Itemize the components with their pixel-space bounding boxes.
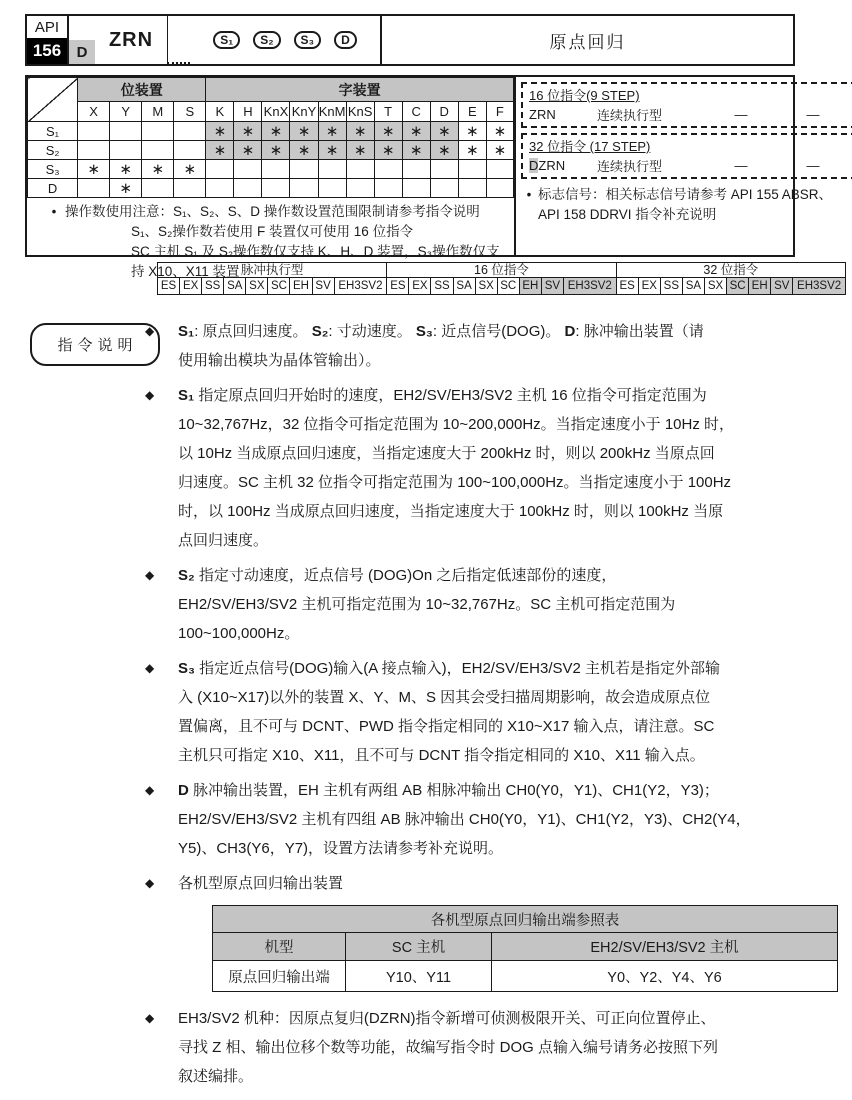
- bullet-line: EH2/SV/EH3/SV2 主机可指定范围为 10~32,767Hz。SC 主机可指定范围为: [178, 596, 676, 613]
- bullet-group-a: [145, 317, 840, 898]
- bullet-line: 寻找 Z 相、输出位移个数等功能，故编写指令时 DOG 点输入编号请务必按照下列: [178, 1039, 719, 1056]
- device-row-label: D: [28, 179, 78, 198]
- bullet-diamond-icon: ◆: [145, 876, 155, 890]
- bullet-line: S₂ 指定寸动速度，近点信号 (DOG)On 之后指定低速部份的速度，: [178, 567, 617, 584]
- step-box-dash: —: [806, 158, 820, 173]
- device-row-label: S₃: [28, 160, 78, 179]
- device-column-header: KnX: [262, 102, 290, 122]
- exec-model-cell: SC: [498, 278, 520, 294]
- model-support-table: [157, 262, 846, 295]
- step-box-dash: —: [806, 107, 820, 122]
- bullet-line: 叙述编排。: [178, 1068, 254, 1085]
- device-column-header: C: [402, 102, 430, 122]
- step-box-dash: —: [734, 107, 748, 122]
- device-mark: ∗: [325, 122, 339, 140]
- device-cell: [318, 160, 346, 179]
- device-mark: ∗: [493, 141, 507, 159]
- device-column-header: K: [206, 102, 234, 122]
- api-number: 156: [27, 38, 67, 64]
- device-cell: [402, 160, 430, 179]
- device-cell: [402, 141, 430, 160]
- device-cell: [78, 160, 110, 179]
- device-column-header: KnM: [318, 102, 346, 122]
- device-cell: [458, 141, 486, 160]
- step-box-dash: —: [734, 158, 748, 173]
- step-box-32bit: [521, 133, 852, 179]
- bullet-diamond-icon: ◆: [145, 1011, 155, 1025]
- device-column-header: S: [174, 102, 206, 122]
- device-cell: [318, 122, 346, 141]
- device-row: [28, 122, 514, 141]
- exec-model-cell: SX: [705, 278, 727, 294]
- exec-model-cell: EH: [749, 278, 771, 294]
- exec-group: [158, 263, 386, 294]
- device-cell: [374, 141, 402, 160]
- device-cell: [374, 179, 402, 198]
- step-box-heading: 16 位指令(9 STEP): [529, 88, 640, 103]
- device-column-header: H: [234, 102, 262, 122]
- exec-model-cell: EH3SV2: [338, 280, 383, 292]
- exec-model-cell: EX: [409, 278, 431, 294]
- device-row-label: S₂: [28, 141, 78, 160]
- exec-model-cell: SS: [431, 278, 453, 294]
- device-cell: [110, 160, 142, 179]
- output-cell: Y10、Y11: [346, 961, 492, 992]
- device-mark: ∗: [493, 122, 507, 140]
- device-cell: [430, 160, 458, 179]
- device-mark: ∗: [297, 141, 311, 159]
- device-cell: [142, 160, 174, 179]
- note-bullet-icon: •: [526, 187, 532, 202]
- device-column-header: Y: [110, 102, 142, 122]
- device-cell: [290, 141, 318, 160]
- device-column-header: D: [430, 102, 458, 122]
- device-cell: [234, 122, 262, 141]
- device-cell: [174, 179, 206, 198]
- step-box-type: 连续执行型: [597, 159, 663, 174]
- bullet-item: [145, 317, 840, 375]
- device-mark: ∗: [437, 141, 451, 159]
- device-cell: [486, 141, 513, 160]
- bullet-item: [145, 654, 840, 770]
- step-box-heading: 32 位指令 (17 STEP): [529, 139, 651, 154]
- device-cell: [234, 179, 262, 198]
- device-column-header: KnS: [346, 102, 374, 122]
- bullet-line: S₃ 指定近点信号(DOG)输入(A 接点输入)，EH2/SV/EH3/SV2 主机若是指定外部输: [178, 660, 721, 677]
- bullet-line: 归速度。SC 主机 32 位指令可指定范围为 100~100,000Hz。当指定速度小于 100Hz: [178, 474, 732, 491]
- bullet-line: 使用输出模块为晶体管输出）。: [178, 352, 381, 369]
- device-mark: ∗: [241, 141, 255, 159]
- device-cell: [110, 122, 142, 141]
- bullet-line: 入 (X10~X17)以外的装置 X、Y、M、S 因其会受扫描周期影响，故会造成原点位: [178, 689, 711, 706]
- operand-oval: S₃: [294, 31, 322, 49]
- device-cell: [402, 179, 430, 198]
- exec-model-cell: EX: [639, 278, 661, 294]
- device-cell: [78, 141, 110, 160]
- bullet-line: 主机只可指定 X10、X11，且不可与 DCNT 指令指定相同的 X10、X11 输入点。: [178, 747, 705, 764]
- api-badge: [27, 16, 69, 64]
- device-column-header: KnY: [290, 102, 318, 122]
- exec-group-title: 脉冲执行型: [158, 263, 386, 278]
- bullet-line: S₁ 指定原点回归开始时的速度，EH2/SV/EH3/SV2 主机 16 位指令可指定范围为: [178, 387, 707, 404]
- exec-model-row: [387, 278, 615, 294]
- device-mark: ∗: [213, 122, 227, 140]
- bullet-line: 各机型原点回归输出装置: [178, 875, 344, 892]
- device-table: [27, 77, 514, 198]
- note-bullet-icon: •: [51, 204, 57, 219]
- device-cell: [174, 141, 206, 160]
- device-row-label: S₁: [28, 122, 78, 141]
- word-device-header: 字装置: [206, 78, 514, 102]
- bullet-item: [145, 1004, 840, 1091]
- output-header-cell: EH2/SV/EH3/SV2 主机: [492, 933, 838, 961]
- device-mark: ∗: [353, 141, 367, 159]
- exec-model-cell: SX: [476, 278, 498, 294]
- output-row: [213, 961, 838, 992]
- output-cell: Y0、Y2、Y4、Y6: [492, 961, 838, 992]
- device-row: [28, 141, 514, 160]
- exec-model-cell: EH: [520, 278, 542, 294]
- exec-model-cell: SX: [246, 278, 268, 294]
- instruction-header: [25, 14, 795, 66]
- bullet-item: [145, 561, 840, 648]
- device-cell: [290, 160, 318, 179]
- exec-model-cell: SA: [454, 278, 476, 294]
- device-column-header: F: [486, 102, 513, 122]
- device-cell: [430, 179, 458, 198]
- device-mark: ∗: [241, 122, 255, 140]
- device-cell: [262, 160, 290, 179]
- pulse-marker-cell: [167, 16, 190, 64]
- exec-model-cell: EH: [290, 278, 312, 294]
- step-box-mnemonic: DZRN: [529, 158, 566, 173]
- operand-oval: D: [334, 31, 357, 49]
- explanation-label-box: 指令说明: [30, 323, 160, 366]
- device-cell: [374, 160, 402, 179]
- exec-model-cell: SC: [727, 278, 749, 294]
- exec-model-cell: SC: [268, 278, 290, 294]
- device-mark: ∗: [437, 122, 451, 140]
- device-cell: [206, 160, 234, 179]
- api-label: API: [34, 18, 60, 36]
- device-mark: ∗: [183, 160, 197, 178]
- bullet-item: [145, 381, 840, 555]
- device-cell: [206, 122, 234, 141]
- exec-model-cell: SV: [313, 278, 335, 294]
- device-row: [28, 179, 514, 198]
- step-box-type: 连续执行型: [597, 108, 663, 123]
- device-cell: [110, 179, 142, 198]
- output-reference-table: [212, 905, 838, 992]
- exec-model-cell: SS: [202, 278, 224, 294]
- device-mark: ∗: [151, 160, 165, 178]
- device-cell: [486, 160, 513, 179]
- exec-model-cell: EH3SV2: [793, 278, 845, 294]
- device-cell: [142, 122, 174, 141]
- bullet-line: 以 10Hz 当成原点回归速度，当指定速度大于 200kHz 时，则以 200kHz 当原点回: [178, 445, 715, 462]
- bullet-line: Y5)、CH3(Y6，Y7)，设置方法请参考补充说明。: [178, 840, 504, 857]
- device-column-header: E: [458, 102, 486, 122]
- bit-device-header: 位装置: [78, 78, 206, 102]
- bullet-diamond-icon: ◆: [145, 783, 155, 797]
- bullet-line: 100~100,000Hz。: [178, 625, 300, 642]
- output-header-cell: 机型: [213, 933, 346, 961]
- device-mark: ∗: [269, 141, 283, 159]
- step-box-16bit: [521, 82, 852, 128]
- device-cell: [262, 179, 290, 198]
- device-cell: [402, 122, 430, 141]
- usage-note-line: 操作数使用注意：S₁、S₂、S、D 操作数设置范围限制请参考指令说明: [65, 204, 480, 219]
- device-cell: [262, 141, 290, 160]
- device-mark: ∗: [409, 122, 423, 140]
- bullet-line: S₁: 原点回归速度。 S₂: 寸动速度。 S₃: 近点信号(DOG)。 D: 脉冲输出装置（请: [178, 323, 704, 340]
- device-cell: [78, 122, 110, 141]
- flag-signal-note: [520, 185, 852, 225]
- bullet-line: 时，以 100Hz 当成原点回归速度，当指定速度大于 100kHz 时，则以 100kHz 当原: [178, 503, 724, 520]
- device-mark: ∗: [466, 122, 479, 140]
- exec-model-row: [158, 278, 386, 294]
- exec-model-cell: EX: [180, 278, 202, 294]
- bullet-line: 10~32,767Hz，32 位指令可指定范围为 10~200,000Hz。当指定速度小于 10Hz 时，: [178, 416, 735, 433]
- device-cell: [486, 179, 513, 198]
- device-mark: ∗: [87, 160, 100, 178]
- device-mark: ∗: [119, 179, 132, 197]
- operand-oval: S₁: [213, 31, 240, 49]
- usage-note-line: S₁、S₂操作数若使用 F 装置仅可使用 16 位指令: [131, 224, 414, 239]
- bullet-line: D 脉冲输出装置，EH 主机有两组 AB 相脉冲输出 CH0(Y0，Y1)、CH1(Y2，Y3)；: [178, 782, 719, 799]
- device-cell: [262, 122, 290, 141]
- device-cell: [346, 141, 374, 160]
- device-cell: [234, 141, 262, 160]
- output-header-cell: SC 主机: [346, 933, 492, 961]
- device-cell: [458, 122, 486, 141]
- device-row: [28, 160, 514, 179]
- exec-model-cell: ES: [387, 278, 409, 294]
- exec-model-cell: SA: [683, 278, 705, 294]
- operand-list: [190, 16, 382, 64]
- bullet-diamond-icon: ◆: [145, 388, 155, 402]
- device-mark: ∗: [381, 122, 395, 140]
- instruction-title: 原点回归: [549, 32, 626, 52]
- bullet-diamond-icon: ◆: [145, 568, 155, 582]
- device-mark: ∗: [381, 141, 395, 159]
- device-cell: [346, 179, 374, 198]
- d-flag-cell: [69, 16, 95, 64]
- device-cell: [374, 122, 402, 141]
- device-table-corner: [28, 78, 78, 122]
- bullet-line: 点回归速度。: [178, 532, 269, 549]
- bullet-line: EH2/SV/EH3/SV2 主机有四组 AB 脉冲输出 CH0(Y0，Y1)、CH1(Y2，Y3)、CH2(Y4，: [178, 811, 751, 828]
- device-cell: [318, 141, 346, 160]
- device-cell: [346, 122, 374, 141]
- device-mark: ∗: [119, 160, 132, 178]
- device-cell: [458, 179, 486, 198]
- device-cell: [174, 160, 206, 179]
- device-mark: ∗: [213, 141, 227, 159]
- device-mark: ∗: [353, 122, 367, 140]
- device-cell: [78, 179, 110, 198]
- exec-group: [386, 263, 615, 294]
- device-cell: [430, 122, 458, 141]
- device-cell: [486, 122, 513, 141]
- flag-note-line: 标志信号：相关标志信号请参考 API 155 ABSR、: [538, 187, 833, 202]
- exec-model-cell: ES: [158, 278, 180, 294]
- bullet-diamond-icon: ◆: [145, 324, 155, 338]
- device-cell: [430, 141, 458, 160]
- exec-model-row: [617, 278, 845, 294]
- bullet-line: 置偏离，且不可与 DCNT、PWD 指令指定相同的 X10~X17 输入点，请注意。SC: [178, 718, 715, 735]
- d-flag: D: [69, 40, 95, 64]
- exec-model-cell: EH3SV2: [564, 278, 616, 294]
- device-cell: [346, 160, 374, 179]
- flag-note-line: API 158 DDRVI 指令补充说明: [538, 207, 717, 222]
- output-cell: 原点回归输出端: [213, 961, 346, 992]
- bullet-item: [145, 869, 840, 898]
- device-cell: [206, 179, 234, 198]
- exec-model-cell: SV: [542, 278, 564, 294]
- device-mark: ∗: [466, 141, 479, 159]
- device-cell: [174, 122, 206, 141]
- bullet-item: [145, 776, 840, 863]
- device-cell: [290, 122, 318, 141]
- exec-group-title: 16 位指令: [387, 263, 615, 278]
- device-section-right: [514, 77, 852, 255]
- device-cell: [142, 179, 174, 198]
- device-cell: [234, 160, 262, 179]
- exec-model-cell: ES: [617, 278, 639, 294]
- step-box-mnemonic: ZRN: [529, 107, 556, 122]
- exec-model-cell: SA: [224, 278, 246, 294]
- device-cell: [318, 179, 346, 198]
- bullet-group-b: [145, 1004, 840, 1091]
- output-table-title: 各机型原点回归输出端参照表: [213, 906, 838, 933]
- device-cell: [110, 141, 142, 160]
- bullet-line: EH3/SV2 机种：因原点复归(DZRN)指令新增可侦测极限开关、可正向位置停止、: [178, 1010, 716, 1027]
- bullet-diamond-icon: ◆: [145, 661, 155, 675]
- explanation-body: [145, 317, 840, 1097]
- device-mark: ∗: [325, 141, 339, 159]
- device-mark: ∗: [409, 141, 423, 159]
- exec-group: [616, 263, 845, 294]
- operand-oval: S₂: [253, 31, 280, 49]
- device-cell: [458, 160, 486, 179]
- device-mark: ∗: [297, 122, 311, 140]
- device-cell: [142, 141, 174, 160]
- device-cell: [290, 179, 318, 198]
- device-column-header: X: [78, 102, 110, 122]
- device-mark: ∗: [269, 122, 283, 140]
- exec-model-cell: SS: [661, 278, 683, 294]
- usage-note-line: SC 主机 S₁ 及 S₂操作数仅支持 K、H、D 装置，S₃操作数仅支持 X10、X11 装置: [131, 244, 500, 279]
- mnemonic: ZRN: [108, 28, 154, 51]
- device-column-header: T: [374, 102, 402, 122]
- exec-model-cell: SV: [771, 278, 793, 294]
- device-column-header: M: [142, 102, 174, 122]
- exec-group-title: 32 位指令: [617, 263, 845, 278]
- device-cell: [206, 141, 234, 160]
